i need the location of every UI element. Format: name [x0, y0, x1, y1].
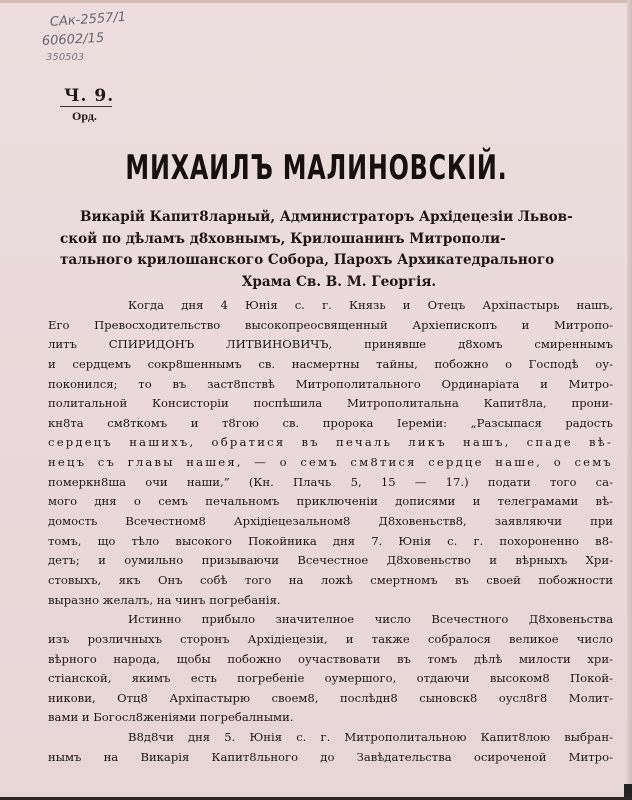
number-divider	[60, 106, 112, 107]
body-line: и сердцемъ сокр8шеннымъ св. насмертны тайны, побожно о Господѣ оу-	[48, 356, 613, 371]
body-line: мого дня о семъ печальномъ приключеніи дописями и телеграмами вѣ-	[48, 494, 613, 509]
body-line: стіанской, якимъ есть погребеніе оумершого, отдаючи высоком8 Покой-	[48, 671, 613, 686]
body-line: домость Всечестном8 Архідіецезальном8 Д8ховеньств8, заявляючи при	[48, 514, 613, 529]
body-line: никови, Отц8 Архіпастырю своем8, послѣдн8 сыновск8 оусл8г8 Молит-	[48, 690, 613, 705]
scan-corner	[624, 784, 632, 797]
body-line: детъ; и оумильно призываючи Всечестное Д8ховеньство и вѣрныхъ Хри-	[48, 553, 613, 568]
document-number: Ч. 9.	[64, 86, 115, 106]
body-line: изъ розличныхъ сторонъ Архідіецезіи, и также собралося великое число	[48, 631, 613, 646]
page-right-edge	[627, 0, 632, 800]
body-line: Истинно прибыло значителное число Всечестного Д8ховеньства	[128, 612, 613, 627]
section-label: Орд.	[72, 109, 97, 123]
body-line: вѣрного народа, щобы побожно оучаствовати въ томъ дѣлѣ милости хри-	[48, 651, 613, 666]
body-line: В8д8чи дня 5. Юнія с. г. Митрополитальною Капит8лою выбран-	[128, 730, 613, 745]
body-line-quote: нецъ съ главы нашея, — о семъ см8тися сердце наше, о семъ	[48, 455, 613, 470]
body-line-quote: сердецъ нашихъ, обратися въ печаль ликъ нашъ, спаде вѣ-	[48, 435, 613, 450]
document-body	[48, 296, 613, 767]
body-line: кн8та см8ткомъ и т8гою св. пророка Іереміи: „Разсыпася радость	[48, 415, 613, 430]
subtitle-line: тального крилошанского Собора, Парохъ Архикатедрального	[60, 252, 555, 268]
body-line: выразно желалъ, на чинъ погребанія.	[48, 592, 281, 607]
body-line: нымъ на Викарія Капит8льного до Завѣдательства осироченой Митро-	[48, 749, 613, 764]
body-line: томъ, що тѣло высокого Покойника дня 7. Юнія с. г. похороненно в8-	[48, 533, 613, 548]
archive-mark-3: 350503	[46, 51, 85, 63]
subtitle-line: ской по дѣламъ д8ховнымъ, Крилошанинъ Митрополи-	[60, 230, 506, 247]
archive-mark-1: САк-2557/1	[49, 9, 127, 30]
body-line: вами и Богосл8женіями погребалными.	[48, 710, 294, 725]
archive-mark-2: 60602/15	[41, 30, 105, 49]
body-line: стовыхъ, якъ Онъ собѣ того на ложѣ смертномъ въ своей побожности	[48, 572, 613, 587]
page-top-edge	[0, 0, 632, 3]
body-line: Когда дня 4 Юнія с. г. Князь и Отецъ Архіпастырь нашъ,	[128, 298, 613, 312]
body-line: Его Превосходительство высокопреосвященный Архіепископъ и Митропо-	[48, 317, 613, 332]
subtitle-line: Викарій Капит8ларный, Администраторъ Архідецезіи Львов-	[80, 209, 573, 225]
body-line: литъ СПИРИДОНЪ ЛИТВИНОВИЧЪ, принявше д8хомъ смиреннымъ	[48, 337, 613, 352]
document-title: МИХАИЛЪ МАЛИНОВСКІЙ.	[125, 148, 508, 188]
body-line: померкн8ша очи наши,” (Кн. Плачь 5, 15 — 17.) подати того са-	[48, 474, 613, 489]
author-titles	[60, 207, 618, 293]
body-line: поконился; то въ заст8пствѣ Митрополитального Ординаріата и Митро-	[48, 376, 613, 391]
body-line: политальной Консисторіи поспѣшила Митрополитальна Капит8ла, прони-	[48, 396, 613, 411]
subtitle-line: Храма Св. В. М. Георгія.	[241, 273, 437, 290]
archive-handwritten-marks	[41, 9, 127, 63]
